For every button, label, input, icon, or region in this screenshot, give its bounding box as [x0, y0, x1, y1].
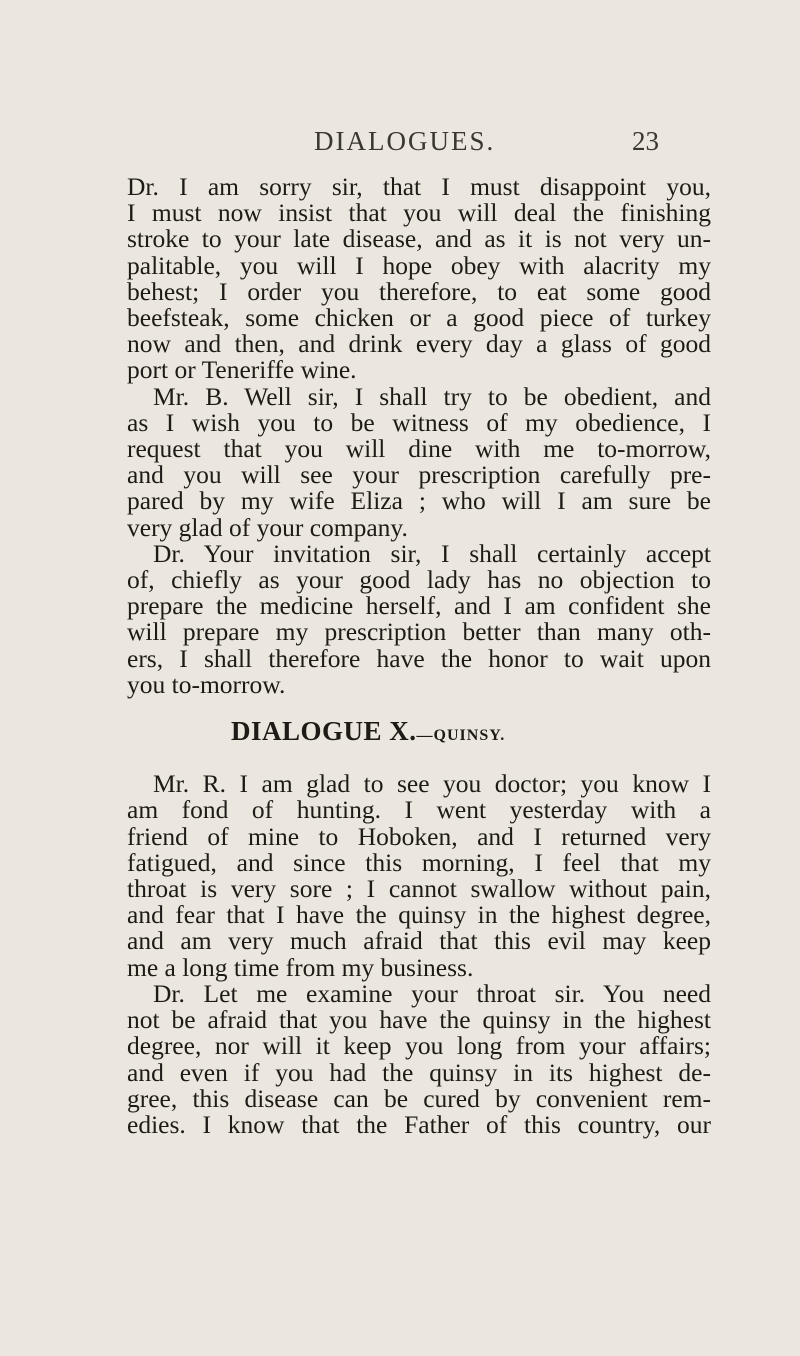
text-line: Dr. Let me examine your throat sir. You need — [153, 978, 711, 1008]
text-line: Dr. Your invitation sir, I shall certainly accept — [153, 538, 711, 568]
text-line: throat is very sore ; I cannot swallow without pain, — [127, 874, 711, 904]
text-line: Dr. I am sorry sir, that I must disappoint you, — [127, 172, 711, 201]
text-line: prepare the medicine herself, and I am confident she — [127, 591, 711, 621]
text-line: port or Teneriffe wine. — [127, 355, 357, 385]
text-line: Mr. B. Well sir, I shall try to be obedient, and — [153, 381, 711, 411]
text-line: I must now insist that you will deal the finishing — [127, 198, 711, 228]
section-title: DIALOGUE X. — [231, 716, 417, 747]
text-line: stroke to your late disease, and as it is not very un- — [127, 224, 711, 254]
text-line: and even if you had the quinsy in its highest de- — [127, 1057, 711, 1087]
section-subtitle: —QUINSY. — [416, 727, 506, 745]
running-head: DIALOGUES. — [314, 126, 496, 156]
text-line: beefsteak, some chicken or a good piece of turkey — [127, 303, 711, 333]
text-line: very glad of your company. — [127, 512, 408, 542]
text-line: behest; I order you therefore, to eat some good — [127, 276, 711, 306]
text-line: request that you will dine with me to-morrow, — [127, 434, 711, 464]
section-heading — [127, 718, 711, 749]
text-line: now and then, and drink every day a glass of good — [127, 329, 711, 359]
body-text — [127, 174, 711, 1138]
text-line: palitable, you will I hope obey with alacrity my — [127, 250, 711, 280]
text-line: and am very much afraid that this evil may keep — [127, 926, 711, 956]
text-line: ers, I shall therefore have the honor to wait upon — [127, 643, 711, 673]
text-line: and you will see your prescription carefully pre- — [127, 460, 711, 490]
text-line: you to-morrow. — [127, 669, 286, 699]
text-line: me a long time from my business. — [127, 952, 474, 982]
text-line: edies. I know that the Father of this country, our — [127, 1109, 711, 1139]
text-line: and fear that I have the quinsy in the highest degree, — [127, 900, 711, 930]
text-line: pared by my wife Eliza ; who will I am sure be — [127, 486, 711, 516]
text-line: Mr. R. I am glad to see you doctor; you know I — [153, 769, 711, 799]
text-line: not be afraid that you have the quinsy in the highest — [127, 1005, 711, 1035]
text-line: degree, nor will it keep you long from your affairs; — [127, 1031, 711, 1061]
page-header — [0, 126, 800, 166]
text-line: fatigued, and since this morning, I feel that my — [127, 847, 711, 877]
text-line: am fond of hunting. I went yesterday with a — [127, 795, 711, 825]
text-line: as I wish you to be witness of my obedience, I — [127, 407, 711, 437]
text-line: gree, this disease can be cured by convenient rem- — [127, 1083, 711, 1113]
text-line: of, chiefly as your good lady has no objection to — [127, 565, 711, 595]
page-number: 23 — [632, 126, 659, 156]
text-line: will prepare my prescription better than many oth- — [127, 617, 711, 647]
text-line: friend of mine to Hoboken, and I returned very — [127, 821, 711, 851]
